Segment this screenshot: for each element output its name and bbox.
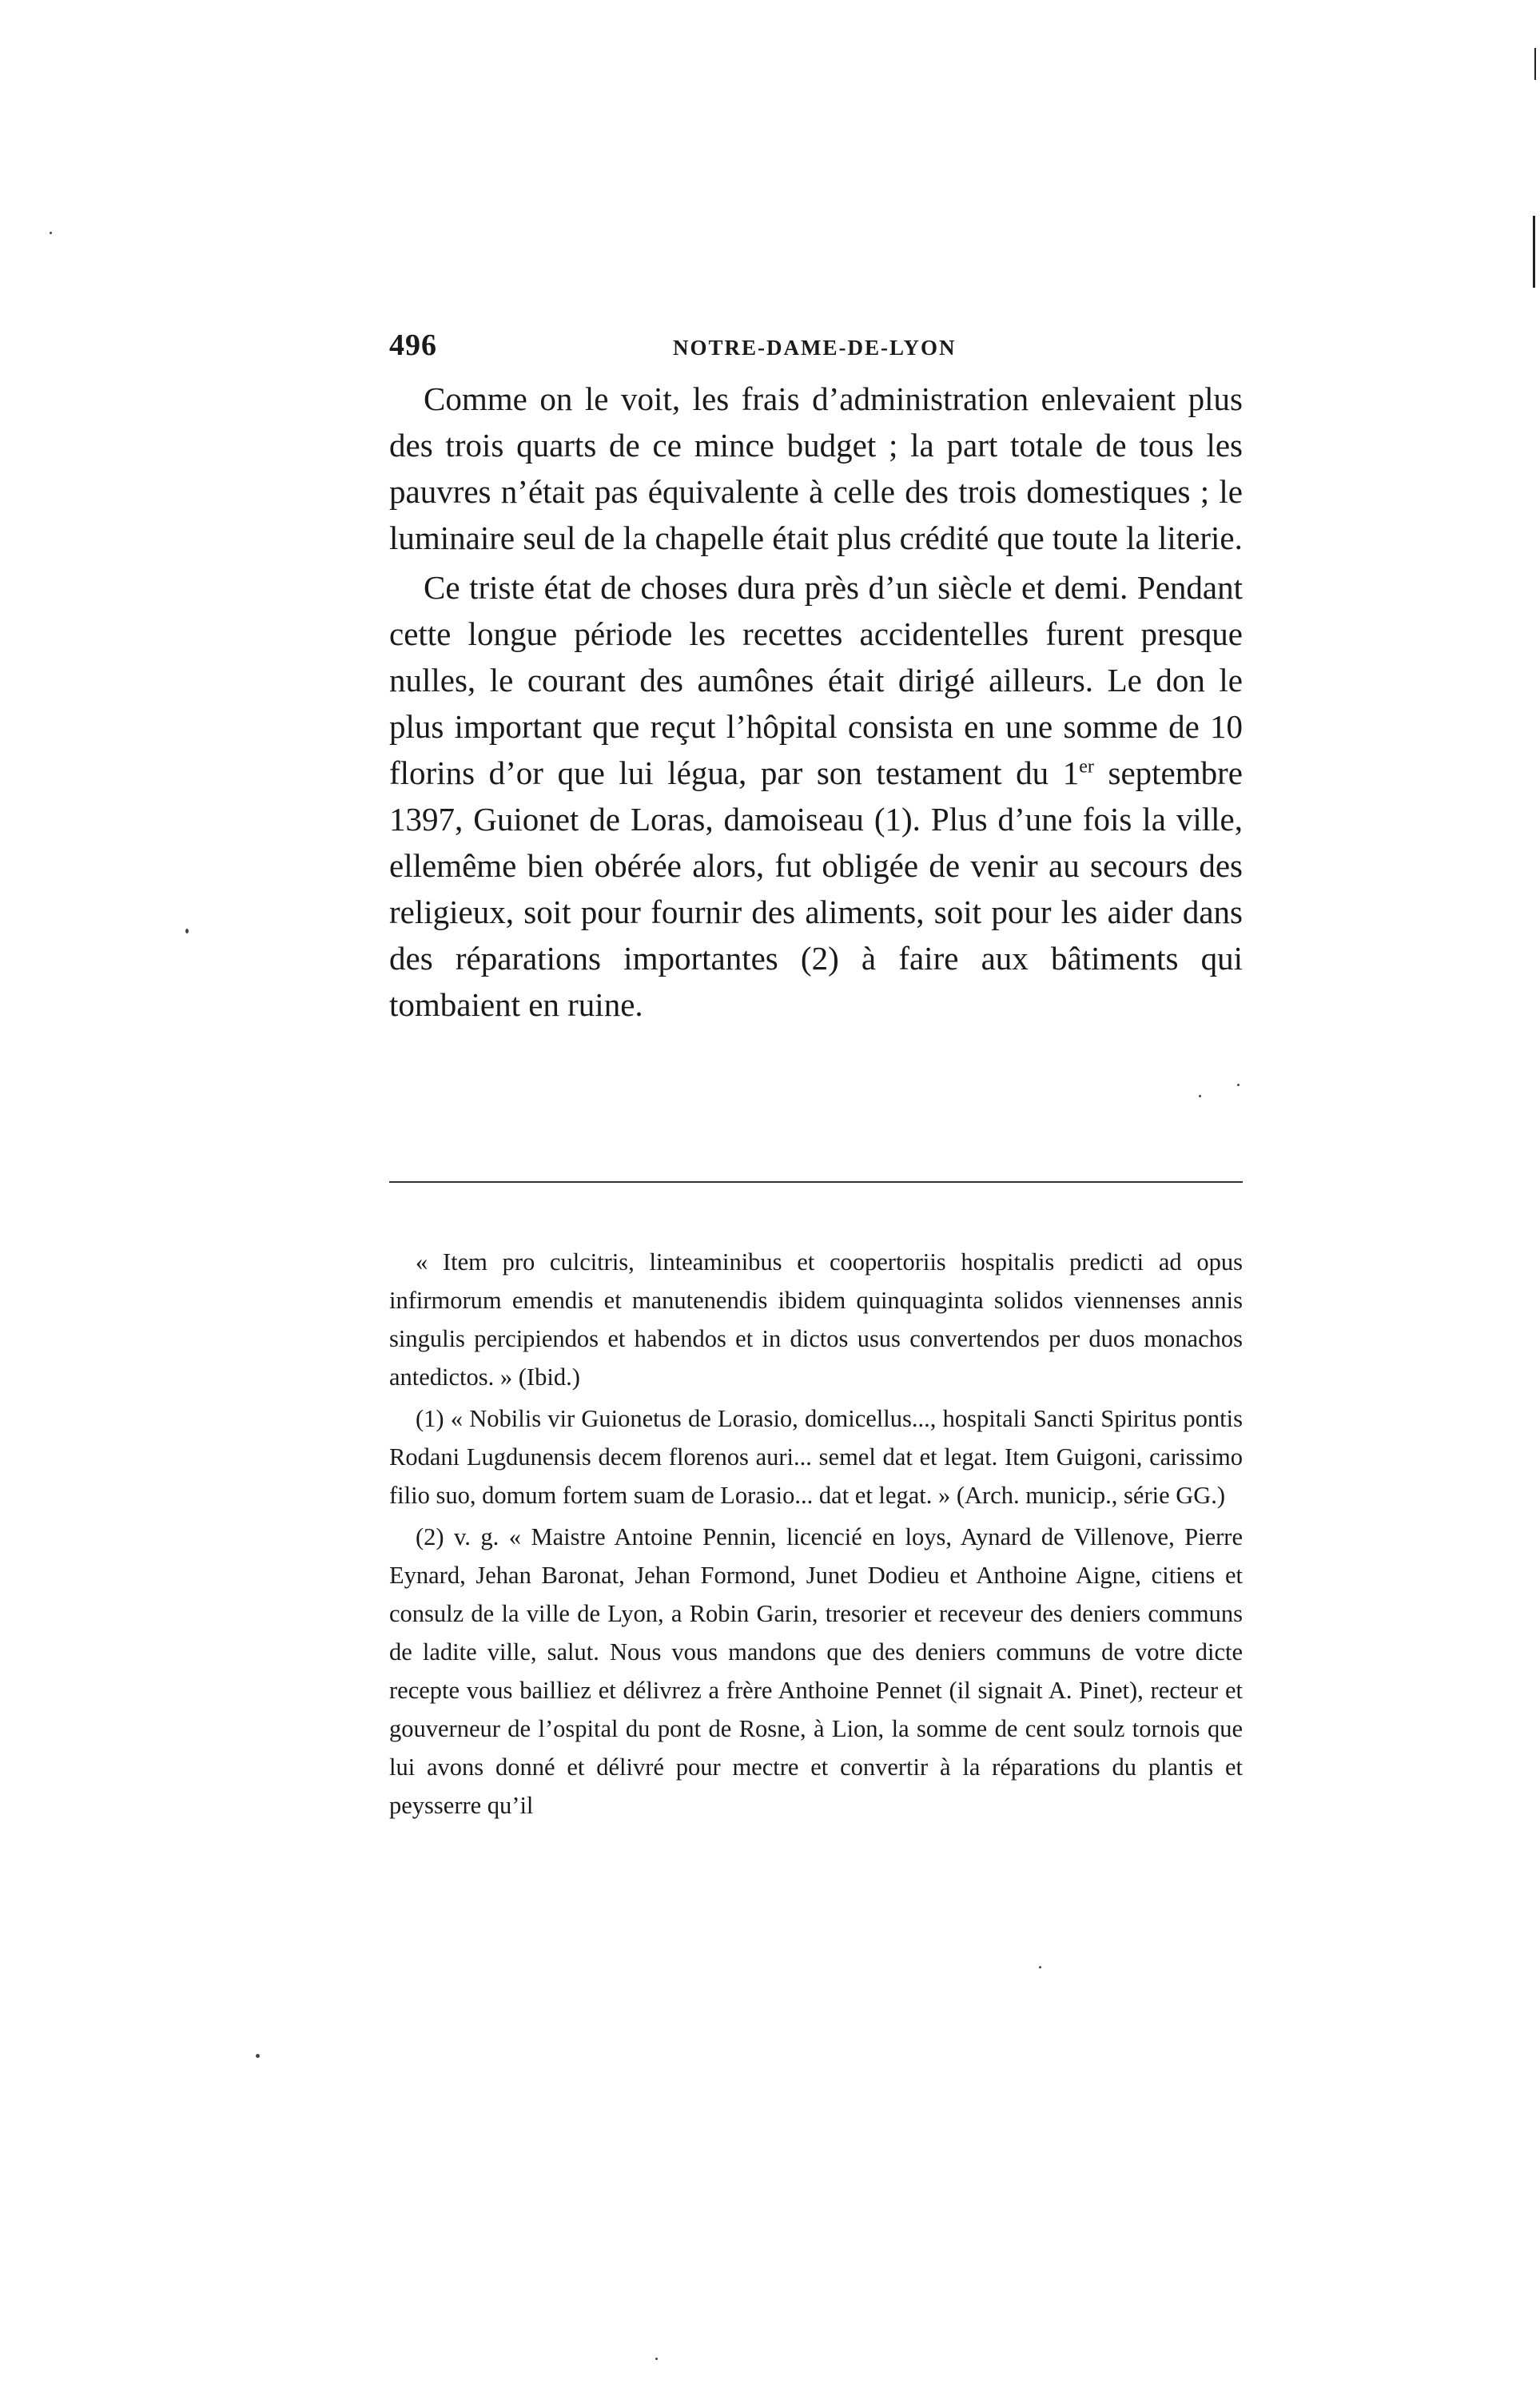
page-number: 496 [389,328,437,362]
scan-edge [1534,48,1536,80]
footnote-divider [389,1181,1243,1183]
main-text [389,376,1243,1028]
ordinal-superscript: er [1079,756,1094,778]
footnote: (2) v. g. « Maistre Antoine Pennin, licencié en loys, Aynard de Villenove, Pierre Eynard, Jehan Baronat, Jehan Formond, Junet Dodieu et Anthoine Aigne, citiens et consulz de la ville de Lyon, a Robin Garin, tresorier et receveur des deniers communs de ladite ville, salut. Nous vous mandons que des deniers communs de votre dicte recepte vous bailliez et délivrez a frère Anthoine Pennet (il signait A. Pinet), recteur et gouverneur de l’ospital du pont de Rosne, à Lion, la somme de cent soulz tornois que lui avons donné et délivré pour mectre et convertir à la réparations du plantis et peysserre qu’il [389,1523,1243,1819]
page-header [389,328,1244,368]
scan-edge [1533,216,1535,288]
paragraph: Comme on le voit, les frais d’administration enlevaient plus des trois quarts de ce mince budget ; la part totale de tous les pauvres n’était pas équivalente à celle des trois domestiques ; le luminaire seul de la chapelle était plus crédité que toute la literie. [389,380,1243,556]
paragraph-text: Ce triste état de choses dura près d’un siècle et demi. Pendant cette longue période les recettes accidentelles furent presque nulles, le courant des aumônes était dirigé ailleurs. Le don le plus important que reçut l’hôpital consista en une somme de 10 florins d’or que lui légua, par son testament du 1 [389,569,1243,791]
footnote: (1) « Nobilis vir Guionetus de Lorasio, domicellus..., hospitali Sancti Spiritus pontis Rodani Lugdunensis decem florenos auri... semel dat et legat. Item Guigoni, carissimo filio suo, domum fortem suam de Lorasio... dat et legat. » (Arch. municip., série GG.) [389,1405,1243,1509]
paragraph-text: septembre 1397, Guionet de Loras, damoiseau (1). Plus d’une fois la ville, ellemême bien obérée alors, fut obligée de venir au secours des religieux, soit pour fournir des aliments, soit pour les aider dans des réparations importantes (2) à faire aux bâtiments qui tombaient en ruine. [389,754,1243,1023]
running-title: NOTRE-DAME-DE-LYON [673,336,957,360]
footnote: « Item pro culcitris, linteaminibus et coopertoriis hospitalis predicti ad opus infirmorum emendis et manutenendis ibidem quinquaginta solidos viennenses annis singulis percipiendos et habendos et in dictos usus convertendos per duos monachos antedictos. » (Ibid.) [389,1248,1243,1391]
footnotes [389,1243,1243,1825]
paragraph [389,564,1243,1028]
